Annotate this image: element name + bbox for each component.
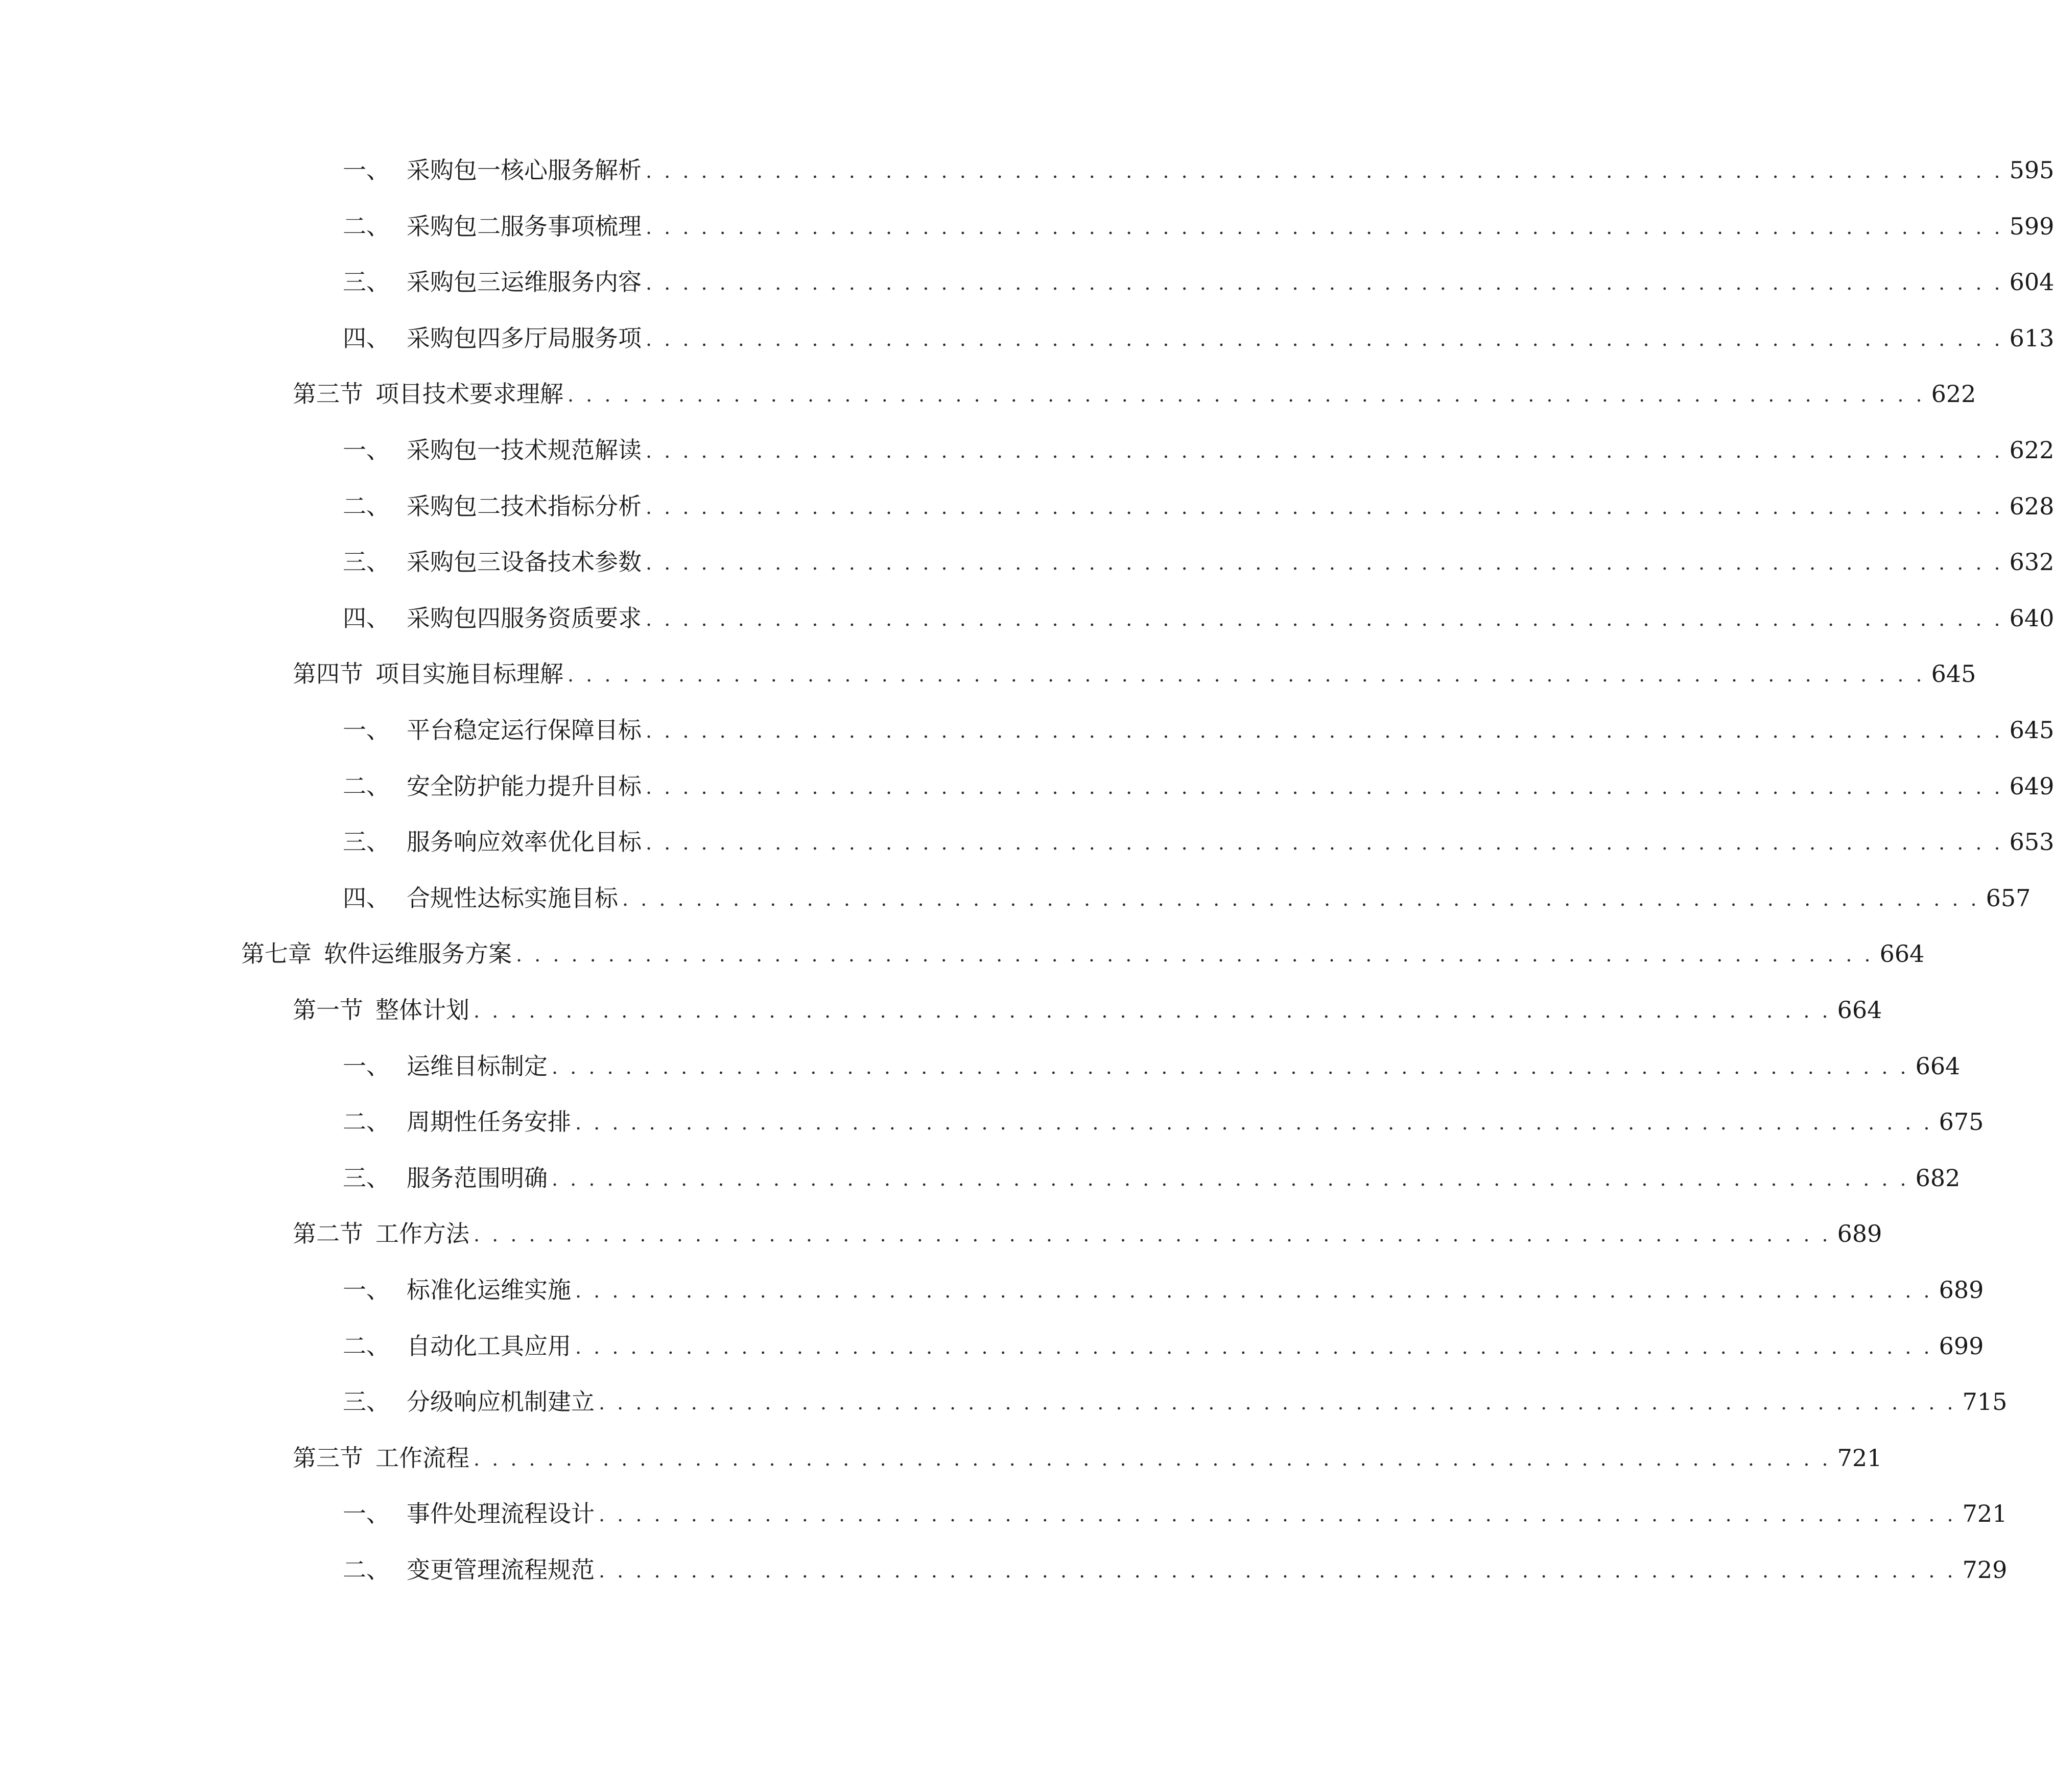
toc-entry-number: 第七章 bbox=[241, 940, 312, 968]
toc-entry-title: 分级响应机制建立 bbox=[407, 1388, 595, 1416]
toc-dot-leader: . . . . . . . . . . . . . . . . . . . . . . . . . . . . . . . . . . . . . . . . . . . . . . . . . . . . . . . . . . . . . . . . . . . . . . . . . . bbox=[646, 776, 2003, 798]
toc-entry-title: 自动化工具应用 bbox=[407, 1332, 571, 1360]
toc-entry-title: 事件处理流程设计 bbox=[407, 1500, 595, 1527]
toc-dot-leader: . . . . . . . . . . . . . . . . . . . . . . . . . . . . . . . . . . . . . . . . . . . . . . . . . . . . . . . . . . . . . . . . . . . . . . . . . . bbox=[622, 888, 1980, 910]
toc-entry-number: 二、 bbox=[343, 1108, 390, 1136]
toc-entry-title: 采购包一技术规范解读 bbox=[407, 436, 642, 464]
toc-dot-leader: . . . . . . . . . . . . . . . . . . . . . . . . . . . . . . . . . . . . . . . . . . . . . . . . . . . . . . . . . . . . . . . . . . . . . . . . . . bbox=[646, 440, 2003, 462]
toc-entry-title: 项目技术要求理解 bbox=[375, 380, 563, 408]
toc-dot-leader: . . . . . . . . . . . . . . . . . . . . . . . . . . . . . . . . . . . . . . . . . . . . . . . . . . . . . . . . . . . . . . . . . . . . . . . . . . bbox=[568, 384, 1925, 406]
toc-entry-title: 服务响应效率优化目标 bbox=[407, 828, 642, 856]
toc-dot-leader: . . . . . . . . . . . . . . . . . . . . . . . . . . . . . . . . . . . . . . . . . . . . . . . . . . . . . . . . . . . . . . . . . . . . . . . . . . bbox=[646, 832, 2003, 854]
toc-entry-number: 一、 bbox=[343, 1500, 390, 1527]
toc-dot-leader: . . . . . . . . . . . . . . . . . . . . . . . . . . . . . . . . . . . . . . . . . . . . . . . . . . . . . . . . . . . . . . . . . . . . . . . . . . bbox=[575, 1280, 1933, 1302]
toc-entry-title: 服务范围明确 bbox=[407, 1164, 548, 1192]
toc-entry-title: 采购包四多厅局服务项 bbox=[407, 324, 642, 352]
toc-dot-leader: . . . . . . . . . . . . . . . . . . . . . . . . . . . . . . . . . . . . . . . . . . . . . . . . . . . . . . . . . . . . . . . . . . . . . . . . . . bbox=[552, 1056, 1909, 1078]
toc-dot-leader: . . . . . . . . . . . . . . . . . . . . . . . . . . . . . . . . . . . . . . . . . . . . . . . . . . . . . . . . . . . . . . . . . . . . . . . . . . bbox=[646, 272, 2003, 294]
toc-entry-title: 项目实施目标理解 bbox=[375, 660, 563, 688]
toc-entry[interactable] bbox=[343, 264, 2054, 300]
toc-entry-page: 729 bbox=[1962, 1556, 2008, 1584]
toc-entry-page: 721 bbox=[1837, 1444, 1882, 1472]
toc-entry-title: 采购包二服务事项梳理 bbox=[407, 213, 642, 240]
toc-entry-title: 安全防护能力提升目标 bbox=[407, 772, 642, 800]
toc-entry-page: 675 bbox=[1939, 1108, 1984, 1136]
toc-entry-title: 平台稳定运行保障目标 bbox=[407, 716, 642, 744]
toc-entry-title: 合规性达标实施目标 bbox=[407, 884, 618, 912]
toc-entry-title: 采购包三运维服务内容 bbox=[407, 268, 642, 296]
toc-dot-leader: . . . . . . . . . . . . . . . . . . . . . . . . . . . . . . . . . . . . . . . . . . . . . . . . . . . . . . . . . . . . . . . . . . . . . . . . . . bbox=[474, 1448, 1831, 1470]
toc-entry-page: 699 bbox=[1939, 1332, 1984, 1360]
toc-dot-leader: . . . . . . . . . . . . . . . . . . . . . . . . . . . . . . . . . . . . . . . . . . . . . . . . . . . . . . . . . . . . . . . . . . . . . . . . . . bbox=[646, 552, 2003, 574]
toc-entry-page: 622 bbox=[2009, 436, 2054, 464]
toc-entry[interactable] bbox=[241, 936, 1925, 972]
toc-entry[interactable] bbox=[343, 1328, 1984, 1364]
toc-entry-number: 一、 bbox=[343, 436, 390, 464]
toc-entry-page: 595 bbox=[2009, 156, 2054, 184]
toc-entry-page: 640 bbox=[2009, 604, 2054, 632]
toc-dot-leader: . . . . . . . . . . . . . . . . . . . . . . . . . . . . . . . . . . . . . . . . . . . . . . . . . . . . . . . . . . . . . . . . . . . . . . . . . . bbox=[646, 720, 2003, 742]
toc-entry-page: 657 bbox=[1986, 884, 2031, 912]
toc-dot-leader: . . . . . . . . . . . . . . . . . . . . . . . . . . . . . . . . . . . . . . . . . . . . . . . . . . . . . . . . . . . . . . . . . . . . . . . . . . bbox=[599, 1503, 1956, 1526]
toc-entry[interactable] bbox=[293, 1216, 1882, 1252]
toc-entry[interactable] bbox=[343, 600, 2054, 636]
toc-dot-leader: . . . . . . . . . . . . . . . . . . . . . . . . . . . . . . . . . . . . . . . . . . . . . . . . . . . . . . . . . . . . . . . . . . . . . . . . . . bbox=[516, 944, 1874, 966]
toc-entry[interactable] bbox=[343, 488, 2054, 524]
toc-entry-page: 604 bbox=[2009, 268, 2054, 296]
toc-entry-number: 第三节 bbox=[293, 1444, 363, 1472]
toc-entry-title: 软件运维服务方案 bbox=[324, 940, 512, 968]
toc-entry[interactable] bbox=[343, 152, 2054, 188]
toc-entry-number: 二、 bbox=[343, 492, 390, 520]
toc-entry-number: 三、 bbox=[343, 828, 390, 856]
toc-entry-number: 三、 bbox=[343, 1164, 390, 1192]
toc-entry[interactable] bbox=[293, 656, 1976, 692]
toc-entry-number: 一、 bbox=[343, 1276, 390, 1304]
toc-entry[interactable] bbox=[293, 992, 1882, 1028]
toc-entry-number: 一、 bbox=[343, 156, 390, 184]
toc-entry-number: 四、 bbox=[343, 604, 390, 632]
toc-entry[interactable] bbox=[343, 712, 2054, 748]
toc-entry[interactable] bbox=[343, 1384, 2008, 1420]
toc-entry-number: 二、 bbox=[343, 213, 390, 240]
toc-entry[interactable] bbox=[343, 824, 2054, 860]
toc-dot-leader: . . . . . . . . . . . . . . . . . . . . . . . . . . . . . . . . . . . . . . . . . . . . . . . . . . . . . . . . . . . . . . . . . . . . . . . . . . bbox=[599, 1560, 1956, 1582]
toc-entry-page: 689 bbox=[1939, 1276, 1984, 1304]
toc-entry-title: 采购包三设备技术参数 bbox=[407, 548, 642, 576]
toc-dot-leader: . . . . . . . . . . . . . . . . . . . . . . . . . . . . . . . . . . . . . . . . . . . . . . . . . . . . . . . . . . . . . . . . . . . . . . . . . . bbox=[646, 160, 2003, 182]
toc-entry-page: 682 bbox=[1915, 1164, 1961, 1192]
toc-entry-page: 664 bbox=[1879, 940, 1925, 968]
toc-entry-number: 二、 bbox=[343, 1556, 390, 1584]
toc-entry-page: 649 bbox=[2009, 772, 2054, 800]
toc-entry-title: 采购包一核心服务解析 bbox=[407, 156, 642, 184]
toc-entry-number: 第三节 bbox=[293, 380, 363, 408]
toc-entry[interactable] bbox=[343, 320, 2054, 356]
toc-entry-page: 689 bbox=[1837, 1220, 1882, 1247]
toc-entry-page: 613 bbox=[2009, 324, 2054, 352]
toc-entry[interactable] bbox=[343, 1160, 1961, 1196]
toc-entry[interactable] bbox=[293, 1440, 1882, 1476]
toc-entry-number: 三、 bbox=[343, 268, 390, 296]
toc-entry[interactable] bbox=[343, 880, 2031, 916]
toc-dot-leader: . . . . . . . . . . . . . . . . . . . . . . . . . . . . . . . . . . . . . . . . . . . . . . . . . . . . . . . . . . . . . . . . . . . . . . . . . . bbox=[474, 1223, 1831, 1246]
toc-entry-page: 664 bbox=[1837, 996, 1882, 1024]
toc-entry-page: 645 bbox=[2009, 716, 2054, 744]
toc-entry-title: 运维目标制定 bbox=[407, 1052, 548, 1080]
toc-entry-title: 周期性任务安排 bbox=[407, 1108, 571, 1136]
toc-entry-number: 一、 bbox=[343, 716, 390, 744]
toc-entry-page: 628 bbox=[2009, 492, 2054, 520]
toc-dot-leader: . . . . . . . . . . . . . . . . . . . . . . . . . . . . . . . . . . . . . . . . . . . . . . . . . . . . . . . . . . . . . . . . . . . . . . . . . . bbox=[474, 1000, 1831, 1022]
toc-dot-leader: . . . . . . . . . . . . . . . . . . . . . . . . . . . . . . . . . . . . . . . . . . . . . . . . . . . . . . . . . . . . . . . . . . . . . . . . . . bbox=[568, 664, 1925, 686]
toc-entry-number: 二、 bbox=[343, 772, 390, 800]
toc-entry-page: 653 bbox=[2009, 828, 2054, 856]
toc-entry-page: 622 bbox=[1931, 380, 1976, 408]
toc-entry-title: 变更管理流程规范 bbox=[407, 1556, 595, 1584]
toc-entry-number: 一、 bbox=[343, 1052, 390, 1080]
toc-entry[interactable] bbox=[343, 1272, 1984, 1308]
toc-dot-leader: . . . . . . . . . . . . . . . . . . . . . . . . . . . . . . . . . . . . . . . . . . . . . . . . . . . . . . . . . . . . . . . . . . . . . . . . . . bbox=[552, 1168, 1909, 1190]
toc-entry-number: 三、 bbox=[343, 548, 390, 576]
toc-entry[interactable] bbox=[343, 208, 2054, 244]
toc-entry-page: 645 bbox=[1931, 660, 1976, 688]
toc-entry-number: 第二节 bbox=[293, 1220, 363, 1247]
toc-entry-title: 采购包二技术指标分析 bbox=[407, 492, 642, 520]
toc-dot-leader: . . . . . . . . . . . . . . . . . . . . . . . . . . . . . . . . . . . . . . . . . . . . . . . . . . . . . . . . . . . . . . . . . . . . . . . . . . bbox=[599, 1392, 1956, 1414]
toc-entry[interactable] bbox=[343, 768, 2054, 804]
toc-entry-title: 标准化运维实施 bbox=[407, 1276, 571, 1304]
toc-entry[interactable] bbox=[343, 1048, 1961, 1084]
toc-entry-page: 715 bbox=[1962, 1388, 2008, 1416]
toc-dot-leader: . . . . . . . . . . . . . . . . . . . . . . . . . . . . . . . . . . . . . . . . . . . . . . . . . . . . . . . . . . . . . . . . . . . . . . . . . . bbox=[575, 1336, 1933, 1358]
toc-entry-title: 整体计划 bbox=[375, 996, 469, 1024]
toc-entry-page: 664 bbox=[1915, 1052, 1961, 1080]
toc-dot-leader: . . . . . . . . . . . . . . . . . . . . . . . . . . . . . . . . . . . . . . . . . . . . . . . . . . . . . . . . . . . . . . . . . . . . . . . . . . bbox=[646, 608, 2003, 630]
toc-entry-title: 工作流程 bbox=[375, 1444, 469, 1472]
toc-entry[interactable] bbox=[343, 1104, 1984, 1140]
toc-entry-page: 599 bbox=[2009, 213, 2054, 240]
toc-entry-number: 第一节 bbox=[293, 996, 363, 1024]
toc-entry-title: 工作方法 bbox=[375, 1220, 469, 1247]
toc-entry-number: 二、 bbox=[343, 1332, 390, 1360]
toc-dot-leader: . . . . . . . . . . . . . . . . . . . . . . . . . . . . . . . . . . . . . . . . . . . . . . . . . . . . . . . . . . . . . . . . . . . . . . . . . . bbox=[646, 496, 2003, 518]
toc-entry[interactable] bbox=[343, 432, 2054, 468]
toc-entry[interactable] bbox=[343, 1552, 2008, 1588]
toc-entry-number: 四、 bbox=[343, 884, 390, 912]
toc-dot-leader: . . . . . . . . . . . . . . . . . . . . . . . . . . . . . . . . . . . . . . . . . . . . . . . . . . . . . . . . . . . . . . . . . . . . . . . . . . bbox=[646, 216, 2003, 239]
toc-entry-title: 采购包四服务资质要求 bbox=[407, 604, 642, 632]
toc-entry[interactable] bbox=[293, 376, 1976, 412]
toc-dot-leader: . . . . . . . . . . . . . . . . . . . . . . . . . . . . . . . . . . . . . . . . . . . . . . . . . . . . . . . . . . . . . . . . . . . . . . . . . . bbox=[575, 1112, 1933, 1134]
toc-entry[interactable] bbox=[343, 544, 2054, 580]
toc-entry-page: 632 bbox=[2009, 548, 2054, 576]
toc-entry[interactable] bbox=[343, 1496, 2008, 1531]
toc-entry-page: 721 bbox=[1962, 1500, 2008, 1527]
toc-entry-number: 四、 bbox=[343, 324, 390, 352]
toc-entry-number: 三、 bbox=[343, 1388, 390, 1416]
toc-dot-leader: . . . . . . . . . . . . . . . . . . . . . . . . . . . . . . . . . . . . . . . . . . . . . . . . . . . . . . . . . . . . . . . . . . . . . . . . . . bbox=[646, 328, 2003, 350]
toc-entry-number: 第四节 bbox=[293, 660, 363, 688]
